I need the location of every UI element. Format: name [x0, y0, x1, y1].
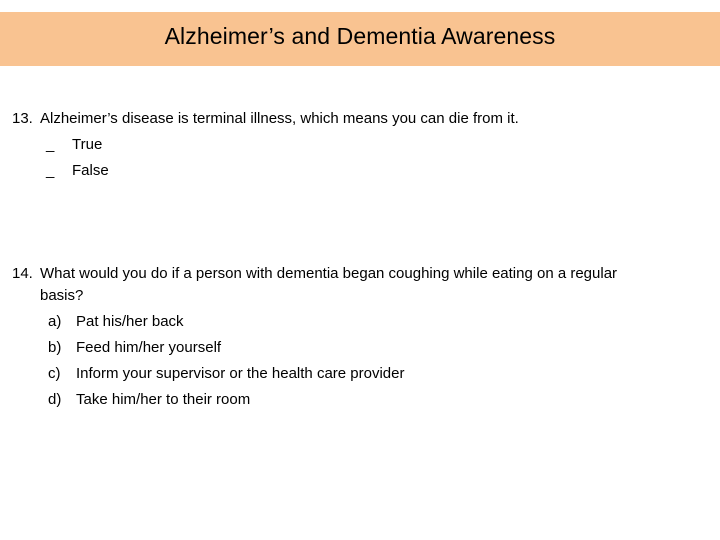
question-number: 13.	[12, 110, 33, 127]
question-text: Alzheimer’s disease is terminal illness, which means you can die from it.	[40, 110, 519, 127]
question-text: What would you do if a person with dementia began coughing while eating on a regular	[40, 265, 618, 282]
option-letter: c)	[48, 365, 61, 382]
answer-label: Feed him/her yourself	[76, 339, 222, 356]
option-letter: a)	[48, 313, 62, 330]
option-letter: d)	[48, 391, 62, 408]
answer-label: False	[72, 162, 109, 179]
answer-label: Inform your supervisor or the health care provider	[76, 365, 405, 382]
page-title: Alzheimer’s and Dementia Awareness	[164, 23, 556, 49]
answer-label: Pat his/her back	[76, 313, 184, 330]
answer-label: True	[72, 136, 103, 153]
answer-label: Take him/her to their room	[76, 391, 251, 408]
question-number: 14.	[12, 265, 33, 282]
question-text: basis?	[40, 287, 84, 304]
option-letter: b)	[48, 339, 62, 356]
answer-blank-marker: _	[46, 162, 55, 179]
answer-blank-marker: _	[46, 136, 55, 153]
